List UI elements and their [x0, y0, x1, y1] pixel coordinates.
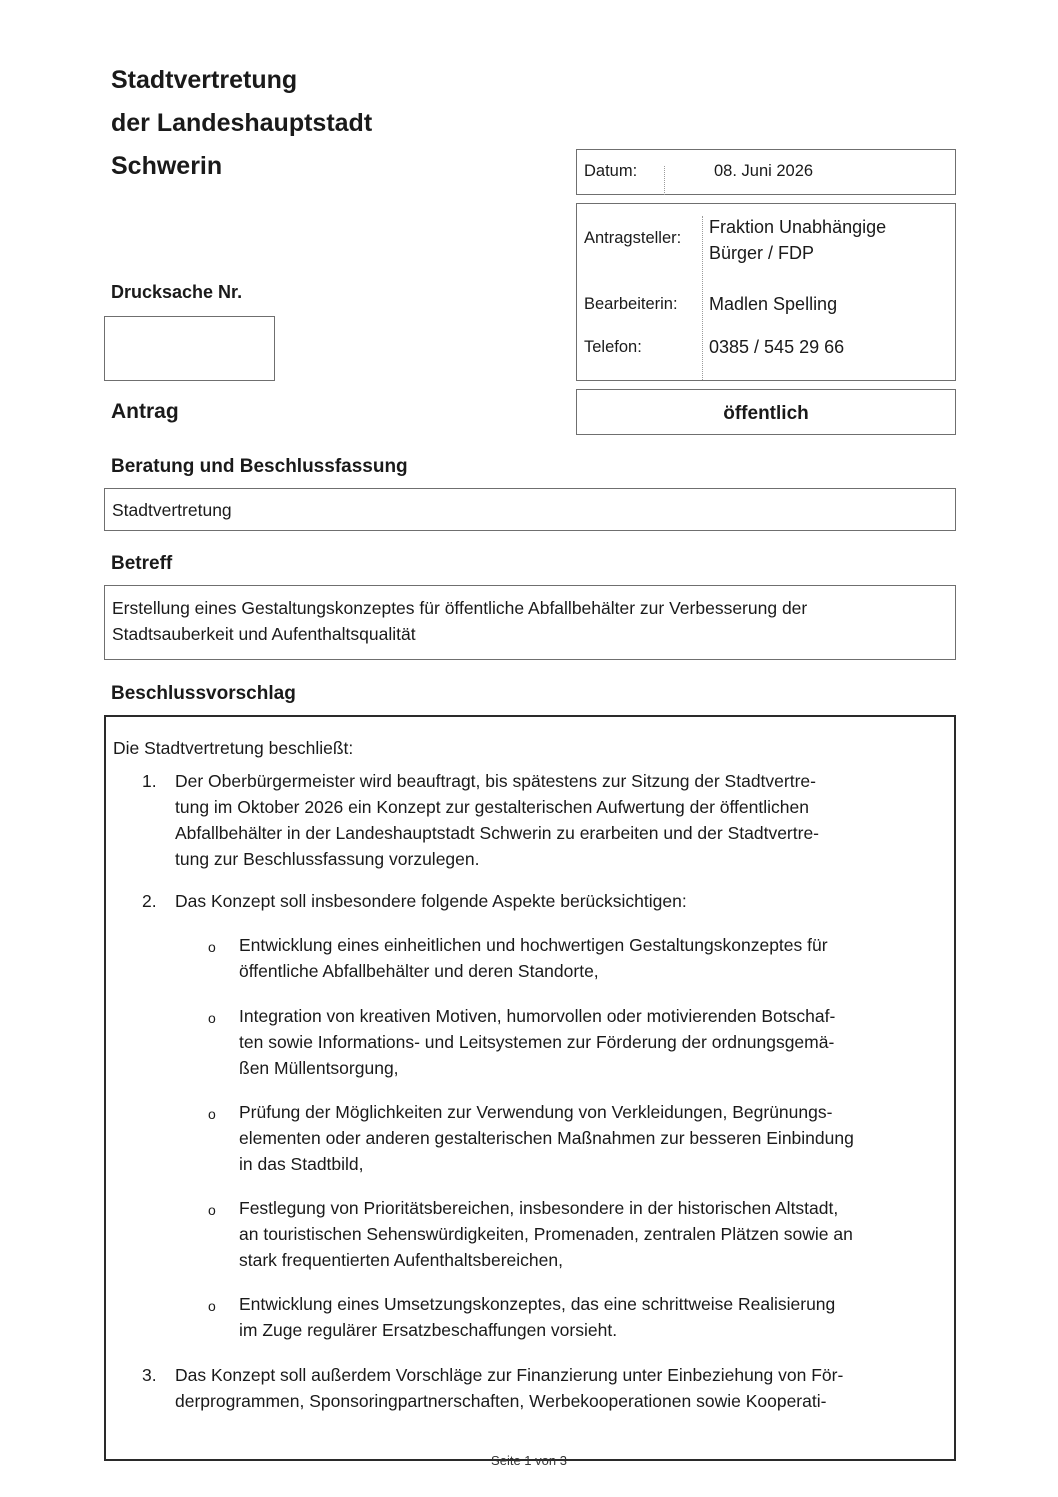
field-divider [702, 216, 703, 380]
bullet-line: an touristischen Sehenswürdigkeiten, Promenaden, zentralen Plätzen sowie an [239, 1224, 853, 1244]
bullet-line: im Zuge regulärer Ersatzbeschaffungen vorsieht. [239, 1320, 618, 1340]
bullet-item [239, 1099, 854, 1177]
header-title-line: Schwerin [111, 152, 223, 180]
antragsteller-value-line: Fraktion Unabhängige [709, 217, 887, 237]
bullet-marker: o [208, 939, 216, 955]
beschluss-heading: Beschlussvorschlag [111, 683, 296, 704]
antragsteller-value [709, 214, 886, 266]
document-type: Antrag [111, 400, 179, 423]
bullet-item [239, 932, 828, 984]
datum-value: 08. Juni 2026 [714, 162, 814, 180]
item-number: 3. [142, 1365, 157, 1385]
bullet-line: in das Stadtbild, [239, 1154, 364, 1174]
beratung-heading: Beratung und Beschlussfassung [111, 456, 408, 477]
betreff-line: Erstellung eines Gestaltungskonzeptes für öffentliche Abfallbehälter zur Verbesserung der [112, 598, 808, 618]
bullet-marker: o [208, 1202, 216, 1218]
document-header-title [111, 59, 372, 188]
bullet-marker: o [208, 1010, 216, 1026]
list-item [175, 768, 819, 872]
contact-box [576, 203, 956, 381]
status-box [576, 389, 956, 435]
betreff-text [112, 595, 807, 647]
bullet-line: öffentliche Abfallbehälter und deren Standorte, [239, 961, 599, 981]
item-line: Das Konzept soll außerdem Vorschläge zur Finanzierung unter Einbeziehung von För- [175, 1365, 844, 1385]
betreff-box [104, 585, 956, 660]
item-line: tung zur Beschlussfassung vorzulegen. [175, 849, 480, 869]
bullet-item [239, 1195, 853, 1273]
list-item [175, 1362, 843, 1414]
drucksache-label: Drucksache Nr. [111, 282, 243, 302]
bearbeiterin-label: Bearbeiterin: [584, 295, 678, 313]
bullet-line: Entwicklung eines einheitlichen und hochwertigen Gestaltungskonzeptes für [239, 935, 828, 955]
datum-label: Datum: [584, 162, 638, 180]
beratung-value: Stadtvertretung [112, 500, 232, 520]
bullet-item [239, 1003, 835, 1081]
bullet-line: ßen Müllentsorgung, [239, 1058, 399, 1078]
list-item [175, 888, 687, 914]
bearbeiterin-value: Madlen Spelling [709, 294, 838, 314]
bullet-line: ten sowie Informations- und Leitsystemen zur Förderung der ordnungsgemä- [239, 1032, 835, 1052]
bullet-marker: o [208, 1106, 216, 1122]
bullet-item [239, 1291, 835, 1343]
bullet-line: stark frequentierten Aufenthaltsbereichen, [239, 1250, 563, 1270]
betreff-line: Stadtsauberkeit und Aufenthaltsqualität [112, 624, 416, 644]
antragsteller-value-line: Bürger / FDP [709, 243, 815, 263]
bullet-line: Entwicklung eines Umsetzungskonzeptes, das eine schrittweise Realisierung [239, 1294, 836, 1314]
datum-box [576, 149, 956, 195]
betreff-heading: Betreff [111, 553, 173, 574]
telefon-label: Telefon: [584, 338, 642, 356]
item-line: derprogrammen, Sponsoringpartnerschaften, Werbekooperationen sowie Kooperati- [175, 1391, 827, 1411]
header-title-line: der Landeshauptstadt [111, 109, 373, 137]
item-line: Abfallbehälter in der Landeshauptstadt Schwerin zu erarbeiten und der Stadtvertre- [175, 823, 820, 843]
beratung-box [104, 488, 956, 531]
bullet-line: Prüfung der Möglichkeiten zur Verwendung von Verkleidungen, Begrünungs- [239, 1102, 833, 1122]
item-line: tung im Oktober 2026 ein Konzept zur gestalterischen Aufwertung der öffentlichen [175, 797, 809, 817]
bullet-line: Integration von kreativen Motiven, humorvollen oder motivierenden Botschaf- [239, 1006, 836, 1026]
beschluss-box [104, 715, 956, 1461]
item-number: 1. [142, 771, 157, 791]
item-line: Das Konzept soll insbesondere folgende Aspekte berücksichtigen: [175, 891, 687, 911]
drucksache-number-box [104, 316, 275, 381]
telefon-value: 0385 / 545 29 66 [709, 337, 845, 357]
bullet-line: elementen oder anderen gestalterischen Maßnahmen zur besseren Einbindung [239, 1128, 854, 1148]
status-label: öffentlich [723, 403, 809, 424]
beschluss-intro: Die Stadtvertretung beschließt: [113, 738, 354, 758]
header-title-line: Stadtvertretung [111, 66, 298, 94]
item-number: 2. [142, 891, 157, 911]
bullet-line: Festlegung von Prioritätsbereichen, insbesondere in der historischen Altstadt, [239, 1198, 839, 1218]
field-divider [664, 166, 665, 195]
item-line: Der Oberbürgermeister wird beauftragt, bis spätestens zur Sitzung der Stadtvertre- [175, 771, 816, 791]
page-number: Seite 1 von 3 [491, 1453, 567, 1468]
antragsteller-label: Antragsteller: [584, 229, 682, 247]
bullet-marker: o [208, 1298, 216, 1314]
